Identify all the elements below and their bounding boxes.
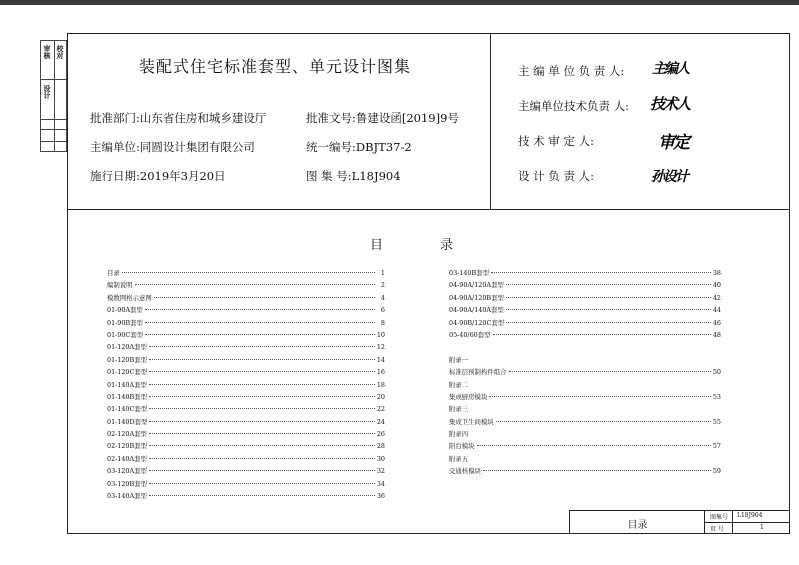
toc-entry bbox=[107, 428, 385, 440]
toc-entry-label: 04-90A/120A套型 bbox=[449, 281, 504, 290]
toc-leader-dots bbox=[149, 371, 375, 372]
toc-leader-dots bbox=[149, 396, 375, 397]
toc-leader-dots bbox=[149, 495, 375, 496]
toc-entry bbox=[107, 478, 385, 490]
tech-head-label: 主编单位技术负责 人: bbox=[518, 99, 630, 113]
toc-entry-label: 附录一 bbox=[449, 355, 469, 364]
toc-entry-label: 05-40/60套型 bbox=[449, 330, 491, 339]
toc-entry bbox=[449, 366, 721, 378]
toc-entry-label: 01-90C套型 bbox=[107, 330, 144, 339]
toc-entry-page: 10 bbox=[376, 330, 385, 339]
toc-leader-dots bbox=[489, 396, 711, 397]
toc-entry bbox=[107, 416, 385, 428]
toc-entry bbox=[449, 329, 721, 341]
page-no-value: 1 bbox=[760, 524, 764, 531]
toc-entry-page: 53 bbox=[712, 392, 721, 401]
toc-entry-label: 01-140C套型 bbox=[107, 405, 148, 414]
toc-entry-label: 01-120B套型 bbox=[107, 355, 147, 364]
toc-leader-dots bbox=[149, 346, 375, 347]
toc-leader-dots bbox=[496, 421, 711, 422]
toc-leader-dots bbox=[145, 309, 375, 310]
toc-entry-label: 01-140A套型 bbox=[107, 380, 147, 389]
toc-entry-label: 阳台模块 bbox=[449, 442, 475, 451]
toc-leader-dots bbox=[491, 272, 711, 273]
signature-2: 技术人 bbox=[650, 95, 690, 113]
toc-entry bbox=[107, 465, 385, 477]
toc-entry bbox=[107, 453, 385, 465]
approval-number: 批准文号:鲁建设函[2019]9号 bbox=[306, 111, 459, 125]
toc-entry bbox=[107, 279, 385, 291]
toc-entry bbox=[449, 317, 721, 329]
toc-entry-page: 48 bbox=[712, 330, 721, 339]
toc-entry-label: 03-140A套型 bbox=[107, 492, 147, 501]
signature-3: 审定 bbox=[658, 133, 688, 153]
toc-entry-page: 59 bbox=[712, 467, 721, 476]
toc-leader-dots bbox=[506, 322, 711, 323]
title-block-name: 目录 bbox=[627, 520, 648, 531]
toc-entry bbox=[107, 267, 385, 279]
toc-entry-label: 04-90A/120B套型 bbox=[449, 293, 504, 302]
toc-entry bbox=[449, 391, 721, 403]
title-block-divider bbox=[705, 522, 789, 523]
toc-entry-label: 01-90B套型 bbox=[107, 318, 143, 327]
header-vertical-divider bbox=[490, 33, 491, 209]
toc-entry-page: 32 bbox=[376, 467, 385, 476]
unified-number: 统一编号:DBJT37-2 bbox=[306, 140, 412, 154]
toc-entry bbox=[107, 341, 385, 353]
toc-entry bbox=[449, 403, 721, 415]
toc-right-column bbox=[449, 267, 721, 478]
toc-entry-label: 04-90B/120C套型 bbox=[449, 318, 505, 327]
toc-entry-label: 标准层预制构件组合 bbox=[449, 368, 507, 377]
chief-unit-head-label: 主 编 单 位 负 责 人: bbox=[518, 64, 625, 78]
toc-entry-label: 集成厨房模块 bbox=[449, 392, 488, 401]
toc-entry-label: 附录五 bbox=[449, 454, 469, 463]
toc-entry-label: 03-140B套型 bbox=[449, 269, 489, 277]
toc-entry-page: 14 bbox=[376, 355, 385, 364]
toc-leader-dots bbox=[493, 334, 711, 335]
toc-entry-page: 26 bbox=[376, 430, 385, 439]
toc-entry-page: 24 bbox=[376, 417, 385, 426]
toc-entry-page: 16 bbox=[376, 368, 385, 377]
toc-entry-label: 01-140B套型 bbox=[107, 392, 147, 401]
toc-entry-page: 18 bbox=[376, 380, 385, 389]
toc-entry-label: 编制说明 bbox=[107, 281, 133, 290]
toc-entry-page: 2 bbox=[380, 281, 385, 290]
header-divider bbox=[67, 209, 790, 210]
stamp-divider bbox=[41, 141, 66, 142]
toc-leader-dots bbox=[149, 445, 375, 446]
toc-leader-dots bbox=[149, 458, 375, 459]
stamp-signature-c: 设计 bbox=[43, 85, 51, 99]
toc-entry-page: 12 bbox=[376, 343, 385, 352]
approval-dept: 批准部门:山东省住房和城乡建设厅 bbox=[90, 111, 267, 125]
toc-entry-page: 55 bbox=[712, 417, 721, 426]
toc-leader-dots bbox=[149, 433, 375, 434]
toc-leader-dots bbox=[506, 297, 711, 298]
toc-leader-dots bbox=[149, 470, 375, 471]
toc-leader-dots bbox=[145, 322, 375, 323]
toc-leader-dots bbox=[122, 272, 375, 273]
toc-entry bbox=[107, 329, 385, 341]
toc-entry-page: 40 bbox=[712, 281, 721, 290]
stamp-divider bbox=[41, 79, 66, 80]
toc-entry-page: 22 bbox=[376, 405, 385, 414]
toc-entry-label: 01-140D套型 bbox=[107, 417, 148, 426]
toc-entry bbox=[107, 391, 385, 403]
toc-entry-label: 02-120B套型 bbox=[107, 442, 147, 451]
toc-entry-label: 01-120A套型 bbox=[107, 343, 147, 352]
toc-entry-label: 模数网格示意图 bbox=[107, 293, 152, 302]
toc-leader-dots bbox=[149, 359, 375, 360]
side-signature-stamp bbox=[40, 40, 67, 152]
title-block bbox=[569, 510, 790, 534]
toc-leader-dots bbox=[477, 445, 711, 446]
toc-entry-label: 附录三 bbox=[449, 405, 469, 414]
atlas-no-value: L18J904 bbox=[737, 512, 763, 519]
tech-reviewer-label: 技 术 审 定 人: bbox=[518, 134, 594, 148]
toc-entry-label: 03-120A套型 bbox=[107, 467, 147, 476]
toc-leader-dots bbox=[149, 483, 375, 484]
toc-entry-page: 6 bbox=[380, 306, 385, 315]
toc-entry-page: 28 bbox=[376, 442, 385, 451]
stamp-divider bbox=[41, 119, 66, 120]
signature-4: 孙设计 bbox=[651, 169, 687, 185]
toc-entry bbox=[107, 403, 385, 415]
toc-entry-label: 04-90A/140A套型 bbox=[449, 306, 504, 315]
editor-unit: 主编单位:同圆设计集团有限公司 bbox=[90, 140, 255, 154]
toc-entry bbox=[107, 317, 385, 329]
toc-leader-dots bbox=[509, 371, 711, 372]
toc-leader-dots bbox=[149, 408, 375, 409]
toc-entry-page: 1 bbox=[380, 269, 385, 277]
toc-entry bbox=[449, 267, 721, 279]
toc-entry-page: 36 bbox=[376, 492, 385, 501]
toc-heading-left: 目 bbox=[370, 238, 384, 253]
toc-entry bbox=[449, 292, 721, 304]
toc-entry-label: 目录 bbox=[107, 269, 120, 277]
toc-leader-dots bbox=[506, 284, 711, 285]
toc-heading-right: 录 bbox=[440, 238, 454, 253]
stamp-signature-a: 审核 bbox=[43, 45, 51, 59]
design-head-label: 设 计 负 责 人: bbox=[518, 169, 594, 183]
toc-entry bbox=[107, 490, 385, 502]
atlas-title: 装配式住宅标准套型、单元设计图集 bbox=[138, 57, 411, 76]
toc-entry-page: 30 bbox=[376, 454, 385, 463]
toc-entry-label: 集成卫生间模块 bbox=[449, 417, 494, 426]
toc-leader-dots bbox=[149, 421, 374, 422]
toc-entry bbox=[449, 279, 721, 291]
toc-entry-label: 02-140A套型 bbox=[107, 454, 147, 463]
toc-entry-page: 20 bbox=[376, 392, 385, 401]
toc-entry bbox=[449, 428, 721, 440]
toc-entry bbox=[107, 440, 385, 452]
stamp-divider bbox=[41, 129, 66, 130]
stamp-signature-b: 校对 bbox=[56, 45, 64, 59]
toc-entry bbox=[449, 453, 721, 465]
toc-entry-label: 附录四 bbox=[449, 430, 469, 439]
toc-entry-label: 交通核模块 bbox=[449, 467, 481, 476]
atlas-number: 图 集 号:L18J904 bbox=[306, 169, 401, 183]
top-bar bbox=[0, 0, 799, 5]
toc-entry-page: 44 bbox=[712, 306, 721, 315]
toc-entry bbox=[449, 354, 721, 366]
toc-entry bbox=[107, 379, 385, 391]
toc-entry-label: 01-120C套型 bbox=[107, 368, 148, 377]
toc-left-column bbox=[107, 267, 385, 502]
toc-entry bbox=[449, 341, 721, 353]
toc-entry-page: 38 bbox=[712, 269, 721, 277]
toc-entry-label: 02-120A套型 bbox=[107, 430, 147, 439]
toc-entry-page: 50 bbox=[712, 368, 721, 377]
toc-entry-page: 46 bbox=[712, 318, 721, 327]
toc-entry-label: 03-120B套型 bbox=[107, 479, 147, 488]
toc-entry bbox=[449, 416, 721, 428]
toc-entry bbox=[107, 366, 385, 378]
toc-leader-dots bbox=[154, 297, 375, 298]
toc-entry bbox=[449, 465, 721, 477]
toc-entry bbox=[449, 440, 721, 452]
toc-leader-dots bbox=[135, 284, 375, 285]
toc-entry bbox=[107, 304, 385, 316]
toc-entry bbox=[449, 379, 721, 391]
toc-entry bbox=[449, 304, 721, 316]
toc-leader-dots bbox=[483, 470, 711, 471]
toc-entry-label: 01-90A套型 bbox=[107, 306, 143, 315]
toc-entry-page: 34 bbox=[376, 479, 385, 488]
toc-entry-page: 8 bbox=[380, 318, 385, 327]
page-no-label: 页 号 bbox=[710, 526, 724, 533]
toc-entry-page: 57 bbox=[712, 442, 721, 451]
toc-leader-dots bbox=[145, 334, 375, 335]
toc-entry-page: 4 bbox=[380, 293, 385, 302]
signature-1: 主编人 bbox=[652, 61, 688, 77]
toc-entry bbox=[107, 292, 385, 304]
toc-entry bbox=[107, 354, 385, 366]
toc-leader-dots bbox=[149, 384, 375, 385]
toc-leader-dots bbox=[506, 309, 711, 310]
toc-entry-page: 42 bbox=[712, 293, 721, 302]
effective-date: 施行日期:2019年3月20日 bbox=[90, 169, 226, 183]
toc-entry-label: 附录二 bbox=[449, 380, 469, 389]
atlas-no-label: 图集号 bbox=[710, 514, 729, 521]
